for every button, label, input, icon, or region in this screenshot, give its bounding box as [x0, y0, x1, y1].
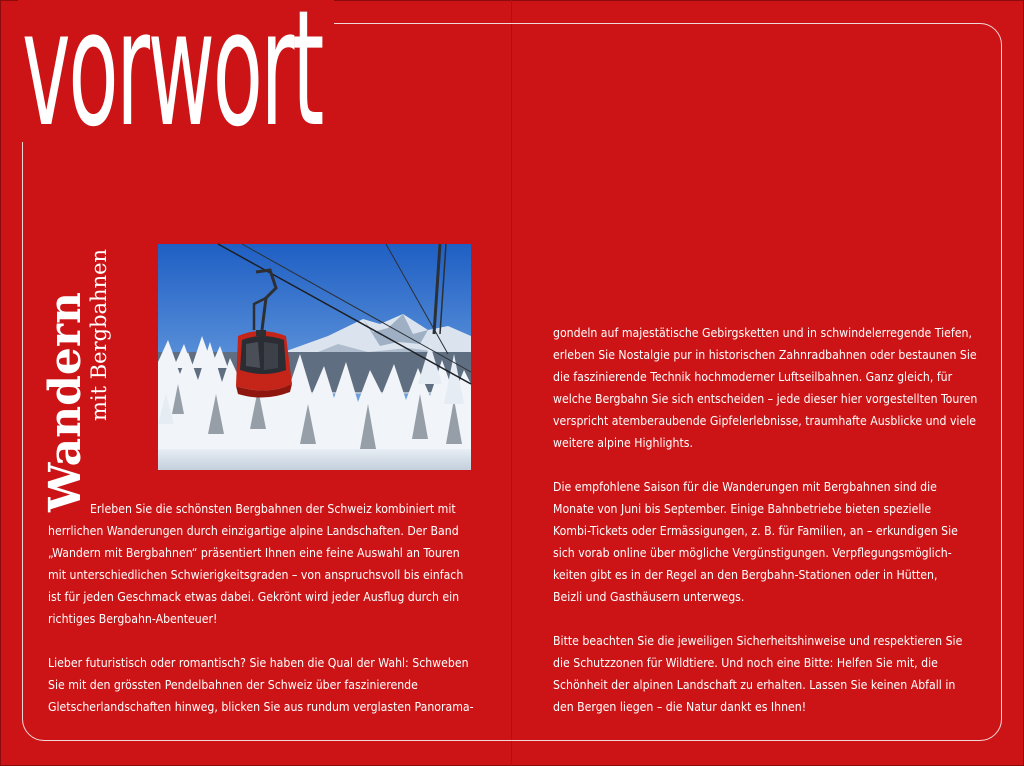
text-line: den Bergen liegen – die Natur dankt es Ihnen! — [553, 700, 807, 714]
text-line: welche Bergbahn Sie sich entscheiden – jede dieser hier vorgestellten Touren — [553, 392, 978, 406]
intro-text-left — [48, 498, 488, 718]
text-line: Bitte beachten Sie die jeweiligen Sicherheitshinweise und respektieren Sie — [553, 634, 963, 648]
side-title — [40, 172, 114, 512]
text-line: herrlichen Wanderungen durch einzigartige alpine Landschaften. Der Band — [48, 524, 459, 538]
gondola-photo-graphic — [158, 244, 471, 470]
side-title-sub: mit Bergbahnen — [87, 248, 111, 421]
text-line: die Schutzzonen für Wildtiere. Und noch eine Bitte: Helfen Sie mit, die — [553, 656, 938, 670]
text-line: weitere alpine Highlights. — [553, 436, 693, 450]
text-line: gondeln auf majestätische Gebirgsketten und in schwindelerregende Tiefen, — [553, 326, 972, 340]
text-line: Monate von Juni bis September. Einige Bahnbetriebe bieten spezielle — [553, 502, 932, 516]
text-line: Kombi-Tickets oder Ermässigungen, z. B. für Familien, an – erkundigen Sie — [553, 524, 958, 538]
text-line: mit unterschiedlichen Schwierigkeitsgraden – von anspruchsvoll bis einfach — [48, 568, 464, 582]
text-line: ist für jeden Geschmack etwas dabei. Gekrönt wird jeder Ausflug durch ein — [48, 590, 460, 604]
svg-text:vorwort: vorwort — [22, 0, 323, 162]
text-line: Die empfohlene Saison für die Wanderungen mit Bergbahnen sind die — [553, 480, 937, 494]
text-line: Gletscherlandschaften hinweg, blicken Sie aus rundum verglasten Panorama- — [48, 700, 474, 714]
page-title — [18, 0, 334, 162]
text-line: Schönheit der alpinen Landschaft zu erhalten. Lassen Sie keinen Abfall in — [553, 678, 956, 692]
text-line: Sie mit den grössten Pendelbahnen der Schweiz über faszinierende — [48, 678, 418, 692]
gondola-photo — [158, 244, 471, 470]
text-line: Erleben Sie die schönsten Bergbahnen der Schweiz kombiniert mit — [90, 502, 456, 516]
intro-text-right — [553, 322, 993, 718]
text-line: die faszinierende Technik hochmoderner Luftseilbahnen. Ganz gleich, für — [553, 370, 953, 384]
side-title-main: Wandern — [40, 291, 91, 512]
text-line: Beizli und Gasthäusern unterwegs. — [553, 590, 745, 604]
text-line: verspricht atemberaubende Gipfelerlebnisse, traumhafte Ausblicke und viele — [553, 414, 977, 428]
text-line: richtiges Bergbahn-Abenteuer! — [48, 612, 218, 626]
text-line: erleben Sie Nostalgie pur in historischen Zahnradbahnen oder bestaunen Sie — [553, 348, 977, 362]
text-line: sich vorab online über mögliche Vergünstigungen. Verpflegungsmöglich- — [553, 546, 952, 560]
title-lettering — [22, 0, 326, 162]
text-line: keiten gibt es in der Regel an den Bergbahn-Stationen oder in Hütten, — [553, 568, 938, 582]
text-line: „Wandern mit Bergbahnen“ präsentiert Ihnen eine feine Auswahl an Touren — [48, 546, 460, 560]
text-line: Lieber futuristisch oder romantisch? Sie haben die Qual der Wahl: Schweben — [48, 656, 469, 670]
